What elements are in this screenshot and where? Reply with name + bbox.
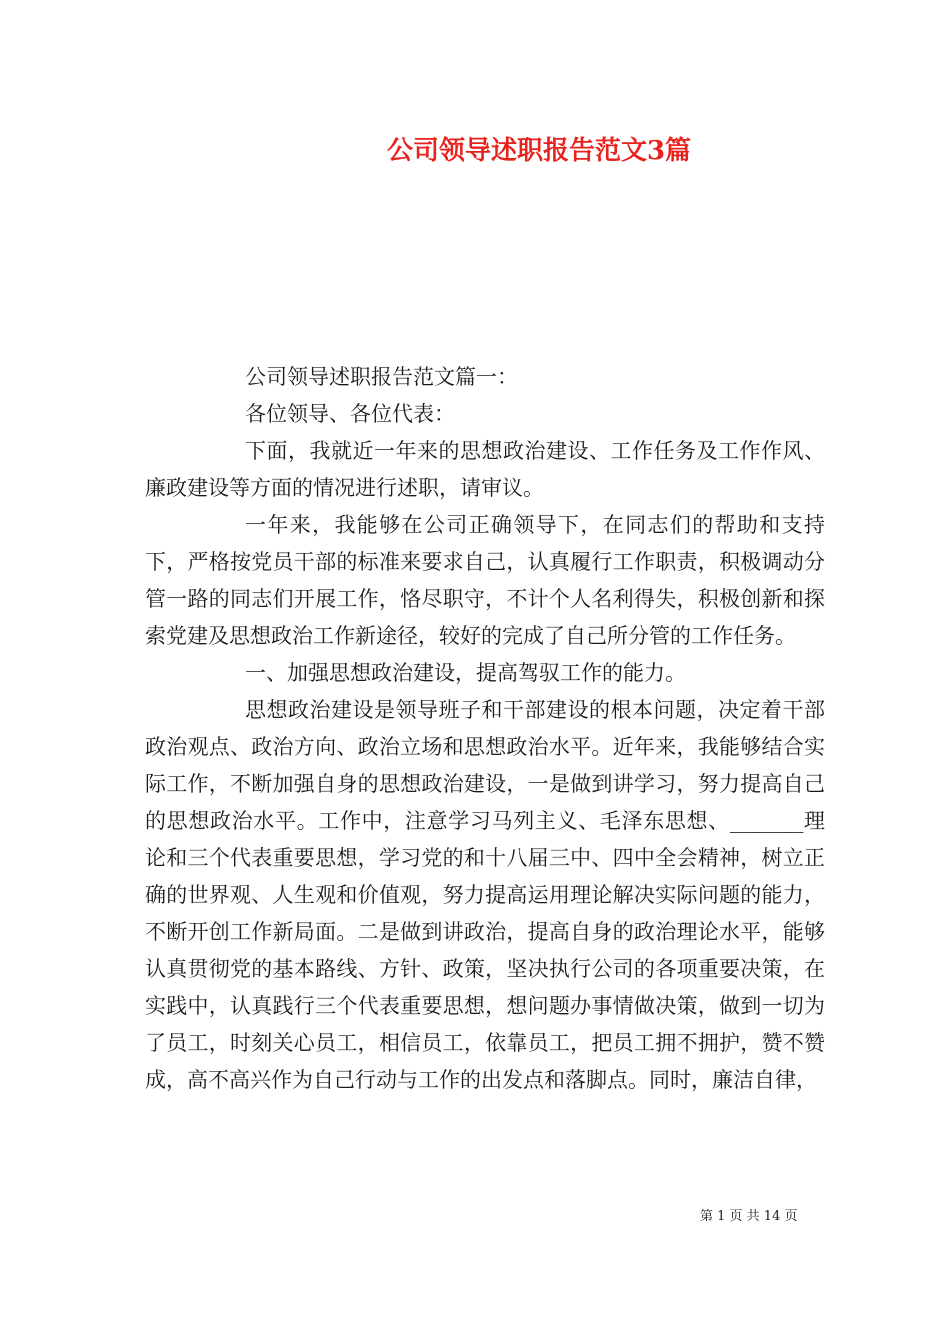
paragraph-intro: 下面，我就近一年来的思想政治建设、工作任务及工作作风、廉政建设等方面的情况进行述职，请审议。 <box>145 439 825 500</box>
paragraph-section-body: 思想政治建设是领导班子和干部建设的根本问题，决定着干部政治观点、政治方向、政治立场和思想政治水平。近年来，我能够结合实际工作，不断加强自身的思想政治建设，一是做到讲学习，努力提高自己的思想政治水平。工作中，注意学习马列主义、毛泽东思想、_______理论和三个代表重要思想，学习党的和十八届三中、四中全会精神，树立正确的世界观、人生观和价值观，努力提高运用理论解决实际问题的能力，不断开创工作新局面。二是做到讲政治，提高自身的政治理论水平，能够认真贯彻党的基本路线、方针、政策，坚决执行公司的各项重要决策，在实践中，认真践行三个代表重要思想，想问题办事情做决策，做到一切为了员工，时刻关心员工，相信员工，依靠员工，把员工拥不拥护，赞不赞成，高不高兴作为自己行动与工作的出发点和落脚点。同时，廉洁自律， <box>145 698 825 1092</box>
page-title: 公司领导述职报告范文3篇 <box>386 136 692 166</box>
paragraph-section-heading: 一、加强思想政治建设，提高驾驭工作的能力。 <box>245 661 686 685</box>
paragraph-salutation: 各位领导、各位代表： <box>245 402 455 426</box>
page-footer: 第 1 页 共 14 页 <box>700 1209 798 1224</box>
paragraph-summary: 一年来，我能够在公司正确领导下，在同志们的帮助和支持下，严格按党员干部的标准来要求自己，认真履行工作职责，积极调动分管一路的同志们开展工作，恪尽职守，不计个人名利得失，积极创新和探索党建及思想政治工作新途径，较好的完成了自己所分管的工作任务。 <box>145 513 825 648</box>
paragraph-heading: 公司领导述职报告范文篇一： <box>245 365 518 389</box>
document-body <box>145 359 825 1099</box>
